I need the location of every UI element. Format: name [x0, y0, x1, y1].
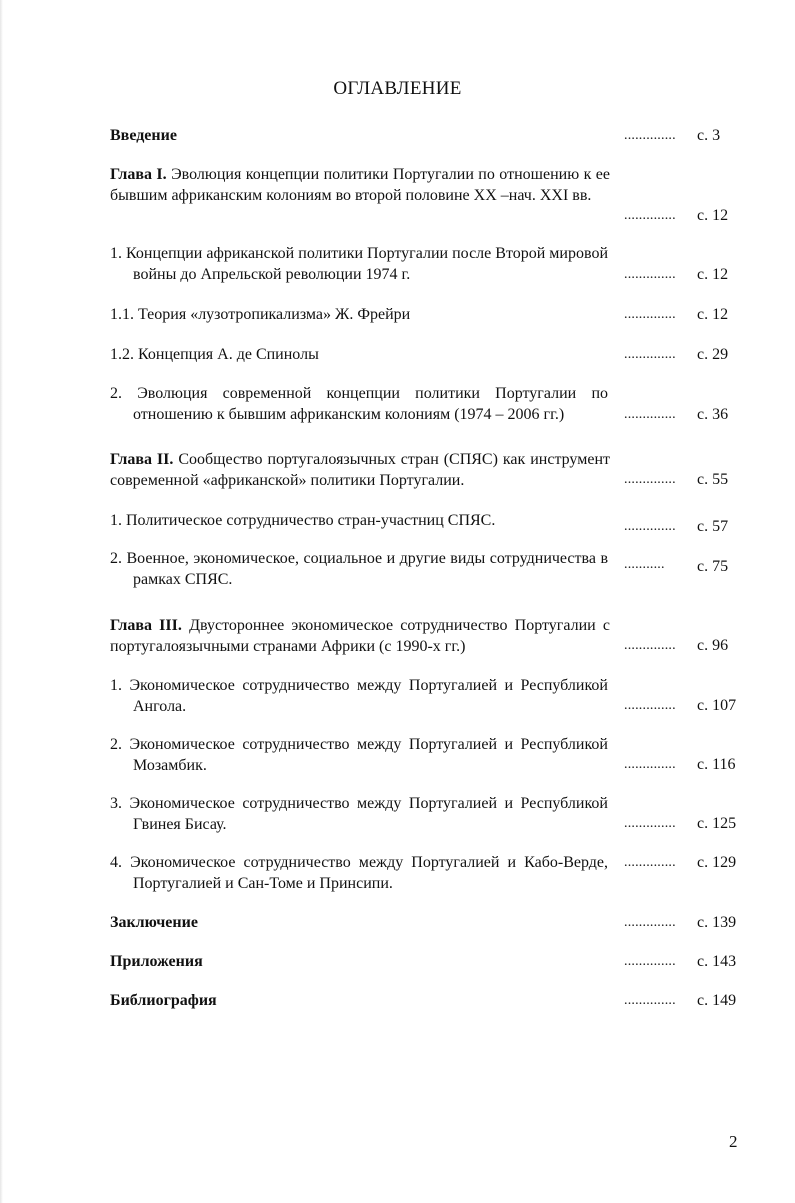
toc-entry-text	[110, 912, 610, 933]
toc-page-number: с. 3	[697, 127, 721, 144]
toc-entry-text: Глава II. Сообщество португалоязычных стран (СПЯС) как инструмент современной «африканской» политики Португалии.	[110, 451, 610, 489]
toc-entry-text: 1.2. Концепция А. де Спинолы	[110, 346, 319, 363]
toc-page-number: с. 29	[697, 346, 729, 363]
toc-leader-dots: ..............	[624, 128, 676, 143]
toc-entry-heading: Глава III.	[110, 617, 182, 634]
toc-leader-dots: ..............	[624, 407, 676, 422]
toc-entry-heading: Заключение	[110, 914, 198, 931]
toc-leader-dots: ..............	[624, 757, 676, 772]
toc-entry-text: 2. Эволюция современной концепции политики Португалии по отношению к бывшим африканским колониям (1974 – 2006 гг.)	[110, 385, 608, 423]
toc-leader-dots: ..............	[624, 855, 676, 870]
toc-entry-text: 3. Экономическое сотрудничество между Португалией и Республикой Гвинея Бисау.	[110, 795, 608, 833]
toc-entry-text: 2. Военное, экономическое, социальное и другие виды сотрудничества в рамках СПЯС.	[110, 550, 608, 588]
toc-leader-dots: ..............	[624, 307, 676, 322]
toc-page-number: с. 12	[697, 207, 729, 224]
toc-page-number: с. 125	[697, 815, 737, 832]
toc-entry-text	[110, 951, 610, 972]
toc-leader-dots: ..............	[624, 816, 676, 831]
toc-leader-dots: ...........	[624, 557, 665, 572]
toc-leader-dots: ..............	[624, 698, 676, 713]
toc-entry-heading: Приложения	[110, 953, 203, 970]
toc-entry-heading: Введение	[110, 127, 177, 144]
toc-entry-text	[110, 990, 610, 1011]
toc-entry-heading: Библиография	[110, 992, 217, 1009]
toc-leader-dots: ..............	[624, 954, 676, 969]
toc-entry-text: Глава I. Эволюция концепции политики Португалии по отношению к ее бывшим африканским колониям во второй половине XX –нач. XXI вв.	[110, 166, 610, 204]
toc-page-number: с. 143	[697, 953, 737, 970]
toc-entry-text: 1.1. Теория «лузотропикализма» Ж. Фрейри	[110, 306, 411, 323]
toc-page-number: с. 129	[697, 854, 737, 871]
toc-page-number: с. 96	[697, 637, 729, 654]
toc-entry-text: 1. Политическое сотрудничество стран-участниц СПЯС.	[110, 512, 496, 529]
toc-leader-dots: ..............	[624, 267, 676, 282]
toc-page-number: с. 139	[697, 914, 737, 931]
toc-entry-text: Глава III. Двустороннее экономическое сотрудничество Португалии с португалоязычными странами Африки (с 1990-х гг.)	[110, 617, 611, 655]
toc-page-number: с. 57	[697, 518, 729, 535]
toc-page-number: с. 107	[697, 697, 737, 714]
toc-page-number: с. 12	[697, 266, 729, 283]
toc-page-number: с. 75	[697, 558, 729, 575]
toc-page-number: с. 149	[697, 992, 737, 1009]
toc-leader-dots: ..............	[624, 638, 676, 653]
toc-leader-dots: ..............	[624, 915, 676, 930]
toc-entry-text	[110, 125, 610, 146]
toc-entry-text: 1. Концепции африканской политики Португалии после Второй мировой войны до Апрельской революции 1974 г.	[110, 245, 608, 283]
toc-entry-text: 4. Экономическое сотрудничество между Португалией и Кабо-Верде, Португалией и Сан-Томе и Принсипи.	[110, 854, 608, 892]
toc-entry-text: 1. Экономическое сотрудничество между Португалией и Республикой Ангола.	[110, 677, 608, 715]
toc-entry-heading: Глава I.	[110, 166, 167, 183]
toc-leader-dots: ..............	[624, 519, 676, 534]
toc-page-number: с. 12	[697, 306, 729, 323]
toc-page-number: с. 36	[697, 406, 729, 423]
page-title: ОГЛАВЛЕНИЕ	[333, 78, 462, 99]
toc-leader-dots: ..............	[624, 208, 676, 223]
toc-entry-heading: Глава II.	[110, 451, 174, 468]
toc-page-number: с. 55	[697, 471, 729, 488]
toc-leader-dots: ..............	[624, 993, 676, 1008]
page-number: 2	[729, 1132, 738, 1151]
scan-edge	[0, 0, 3, 1203]
toc-page-number: с. 116	[697, 756, 736, 773]
toc-leader-dots: ..............	[624, 472, 676, 487]
toc-leader-dots: ..............	[624, 347, 676, 362]
toc-entry-text: 2. Экономическое сотрудничество между Португалией и Республикой Мозамбик.	[110, 736, 608, 774]
